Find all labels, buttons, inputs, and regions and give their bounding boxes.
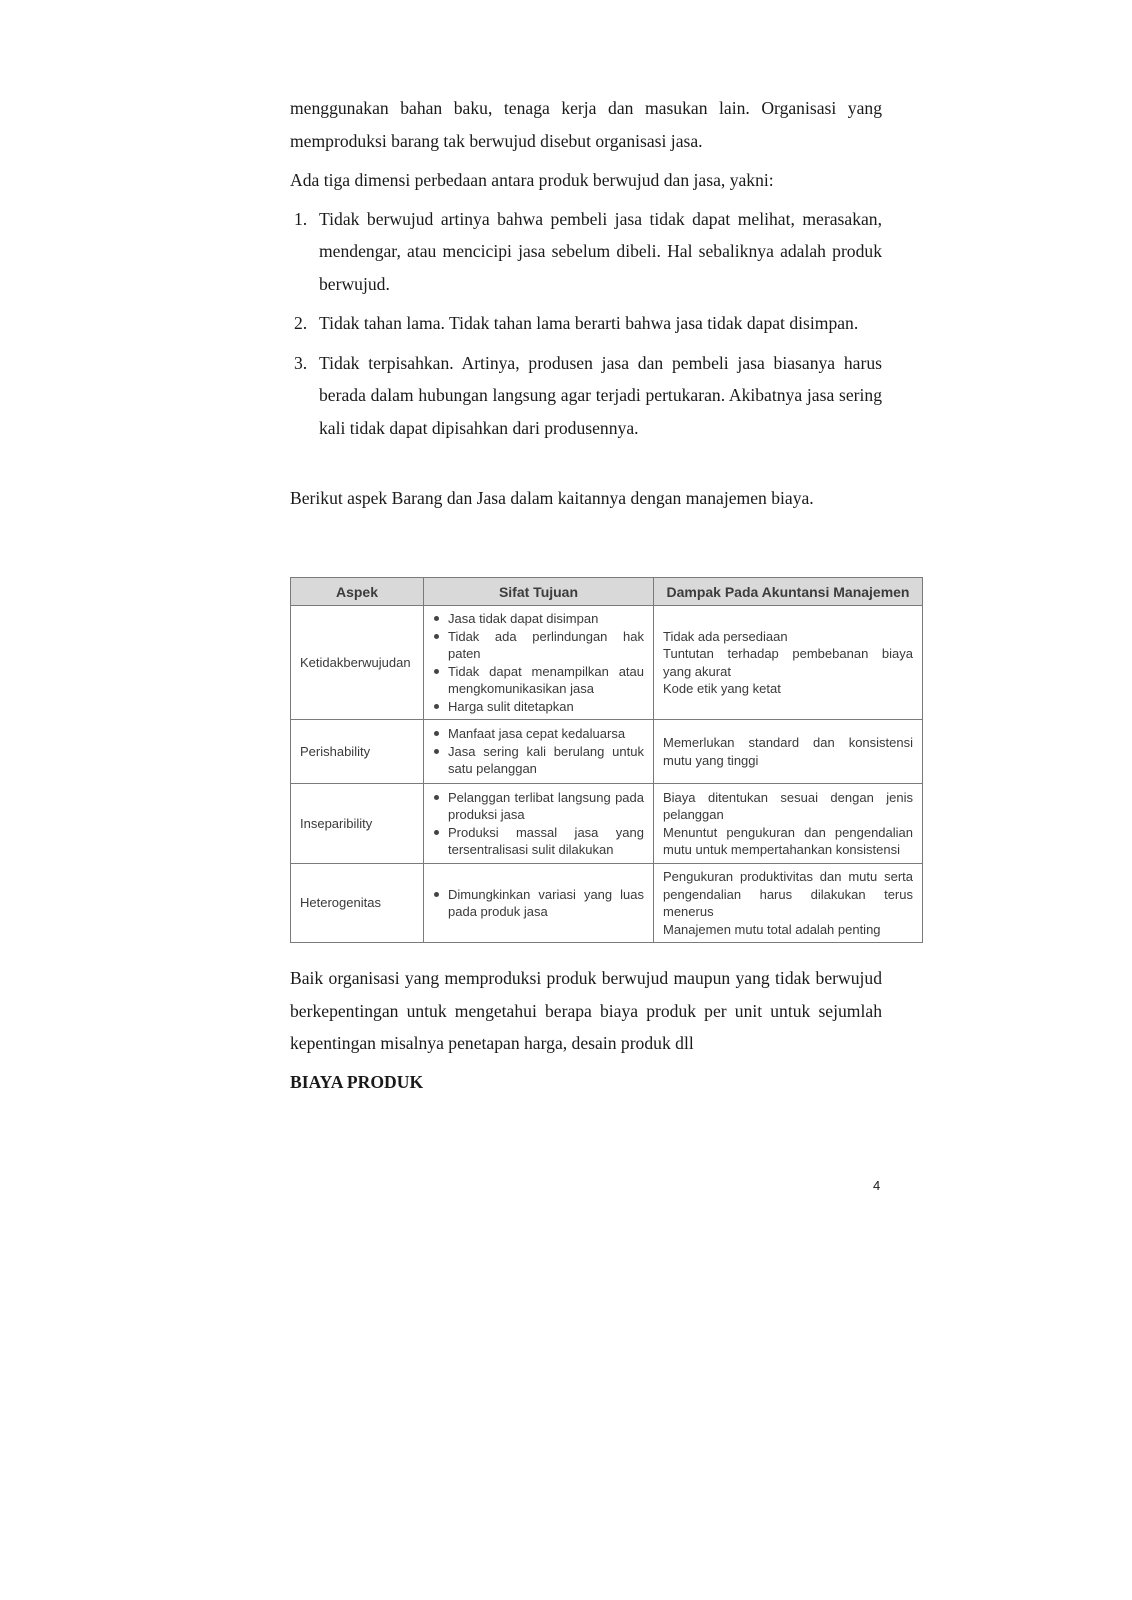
column-header-sifat: Sifat Tujuan bbox=[424, 578, 654, 606]
sifat-item: Jasa sering kali berulang untuk satu pelanggan bbox=[433, 743, 644, 778]
sifat-list bbox=[433, 610, 644, 715]
dampak-cell bbox=[654, 784, 923, 864]
dampak-cell bbox=[654, 864, 923, 943]
list-item-text: Tidak terpisahkan. Artinya, produsen jasa dan pembeli jasa biasanya harus berada dalam hubungan langsung agar terjadi pertukaran. Akibatnya jasa sering kali tidak dapat dipisahkan dari produsennya. bbox=[319, 352, 882, 438]
table-container bbox=[290, 577, 922, 943]
sifat-item: Jasa tidak dapat disimpan bbox=[433, 610, 644, 628]
list-item-text: Tidak tahan lama. Tidak tahan lama berarti bahwa jasa tidak dapat disimpan. bbox=[319, 313, 859, 333]
sifat-item: Dimungkinkan variasi yang luas pada produk jasa bbox=[433, 886, 644, 921]
sifat-item: Manfaat jasa cepat kedaluarsa bbox=[433, 725, 644, 743]
sifat-cell bbox=[424, 720, 654, 784]
aspek-cell: Perishability bbox=[291, 720, 424, 784]
table-row bbox=[291, 784, 923, 864]
dampak-line: Manajemen mutu total adalah penting bbox=[663, 921, 881, 937]
sifat-list bbox=[433, 725, 644, 778]
sifat-cell bbox=[424, 606, 654, 720]
sifat-cell bbox=[424, 864, 654, 943]
sifat-item: Harga sulit ditetapkan bbox=[433, 698, 644, 716]
page-number: 4 bbox=[873, 1178, 881, 1193]
dimensions-list bbox=[290, 203, 882, 445]
sifat-item: Tidak dapat menampilkan atau mengkomunikasikan jasa bbox=[433, 663, 644, 698]
dampak-line: Tidak ada persediaan bbox=[663, 628, 788, 644]
sifat-item: Pelanggan terlibat langsung pada produksi jasa bbox=[433, 789, 644, 824]
sifat-item: Tidak ada perlindungan hak paten bbox=[433, 628, 644, 663]
closing-section bbox=[290, 962, 882, 1098]
list-item bbox=[290, 203, 882, 301]
list-item bbox=[290, 347, 882, 445]
list-item bbox=[290, 307, 882, 340]
list-number: 3. bbox=[294, 352, 308, 373]
dampak-line: Kode etik yang ketat bbox=[663, 681, 781, 696]
list-number: 1. bbox=[294, 208, 308, 229]
dampak-cell bbox=[654, 720, 923, 784]
sifat-item: Produksi massal jasa yang tersentralisasi sulit dilakukan bbox=[433, 824, 644, 859]
dampak-line: Biaya ditentukan sesuai dengan jenis pelanggan bbox=[663, 789, 913, 822]
aspek-cell: Inseparibility bbox=[291, 784, 424, 864]
sifat-list bbox=[433, 886, 644, 921]
table-row bbox=[291, 720, 923, 784]
dampak-line: Pengukuran produktivitas dan mutu serta pengendalian harus dilakukan terus menerus bbox=[663, 869, 913, 919]
aspek-cell: Ketidakberwujudan bbox=[291, 606, 424, 720]
table-header-row bbox=[291, 578, 923, 606]
column-header-aspek: Aspek bbox=[291, 578, 424, 606]
table-row bbox=[291, 606, 923, 720]
column-header-dampak: Dampak Pada Akuntansi Manajemen bbox=[654, 578, 923, 606]
list-number: 2. bbox=[294, 313, 308, 333]
table-intro: Berikut aspek Barang dan Jasa dalam kaitannya dengan manajemen biaya. bbox=[290, 488, 814, 508]
closing-paragraph: Baik organisasi yang memproduksi produk berwujud maupun yang tidak berwujud berkepentingan untuk mengetahui berapa biaya produk per unit untuk sejumlah kepentingan misalnya penetapan harga, desain produk dll bbox=[290, 968, 882, 1053]
intro-paragraph: menggunakan bahan baku, tenaga kerja dan masukan lain. Organisasi yang memproduksi barang tak berwujud disebut organisasi jasa. bbox=[290, 98, 882, 151]
sifat-list bbox=[433, 789, 644, 859]
section-heading: BIAYA PRODUK bbox=[290, 1071, 424, 1092]
aspek-cell: Heterogenitas bbox=[291, 864, 424, 943]
sifat-cell bbox=[424, 784, 654, 864]
table-row bbox=[291, 864, 923, 943]
page-body bbox=[290, 92, 882, 515]
aspect-table bbox=[290, 577, 923, 943]
dimensions-intro: Ada tiga dimensi perbedaan antara produk berwujud dan jasa, yakni: bbox=[290, 170, 774, 190]
dampak-line: Menuntut pengukuran dan pengendalian mutu untuk mempertahankan konsistensi bbox=[663, 824, 913, 857]
dampak-cell bbox=[654, 606, 923, 720]
dampak-line: Memerlukan standard dan konsistensi mutu yang tinggi bbox=[663, 735, 913, 768]
list-item-text: Tidak berwujud artinya bahwa pembeli jasa tidak dapat melihat, merasakan, mendengar, atau mencicipi jasa sebelum dibeli. Hal sebaliknya adalah produk berwujud. bbox=[319, 208, 882, 294]
dampak-line: Tuntutan terhadap pembebanan biaya yang akurat bbox=[663, 646, 913, 679]
